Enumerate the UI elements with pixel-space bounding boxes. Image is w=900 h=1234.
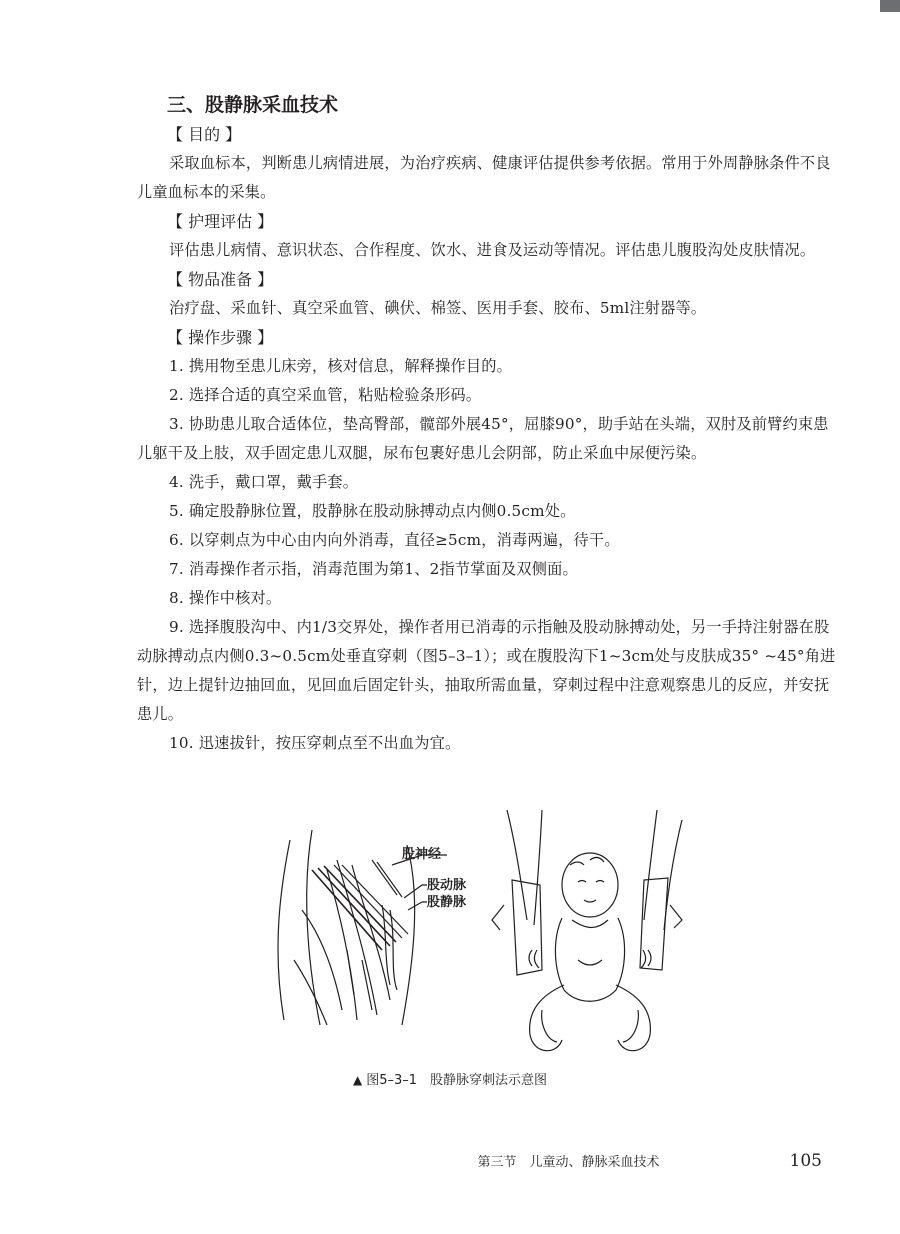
page-content	[137, 90, 837, 758]
steps-heading: 【 操作步骤 】	[167, 328, 274, 347]
step-item: 4. 洗手，戴口罩，戴手套。	[169, 473, 359, 491]
supplies-heading: 【 物品准备 】	[167, 270, 274, 289]
assessment-heading: 【 护理评估 】	[167, 212, 274, 231]
section-title: 三、股静脉采血技术	[167, 94, 339, 116]
figure-caption	[0, 1069, 900, 1088]
figure-illustration	[272, 810, 692, 1065]
triangle-icon: ▲	[352, 1073, 363, 1087]
assessment-text: 评估患儿病情、意识状态、合作程度、饮水、进食及运动等情况。评估患儿腹股沟处皮肤情况。	[169, 241, 816, 259]
step-item: 8. 操作中核对。	[169, 589, 282, 607]
step-item: 3. 协助患儿取合适体位，垫高臀部，髋部外展45°，屈膝90°，助手站在头端，双肘及前臂约束患儿躯干及上肢，双手固定患儿双腿，尿布包裹好患儿会阴部，防止采血中尿便污染。	[137, 415, 829, 462]
figure-caption-text: 图5–3–1 股静脉穿刺法示意图	[366, 1073, 548, 1088]
step-item: 9. 选择腹股沟中、内1/3交界处，操作者用已消毒的示指触及股动脉搏动处，另一手持注射器在股动脉搏动点内侧0.3~0.5cm处垂直穿刺（图5–3–1）；或在腹股沟下1~3cm处与皮肤成35° ~45°角进针，边上提针边抽回血，见回血后固定针头，抽取所需血量，穿刺过程中注意观察患儿的反应，并安抚患儿。	[137, 618, 836, 723]
step-item: 6. 以穿刺点为中心由内向外消毒，直径≥5cm，消毒两遍，待干。	[169, 531, 620, 549]
step-item: 5. 确定股静脉位置，股静脉在股动脉搏动点内侧0.5cm处。	[169, 502, 576, 520]
femoral-vein-puncture-figure	[272, 810, 692, 1065]
step-item: 10. 迅速拔针，按压穿刺点至不出血为宜。	[169, 734, 461, 752]
footer-section-title: 第三节 儿童动、静脉采血技术	[477, 1155, 660, 1170]
vein-label: 股静脉	[427, 895, 467, 910]
step-item: 7. 消毒操作者示指，消毒范围为第1、2指节掌面及双侧面。	[169, 560, 578, 578]
artery-label: 股动脉	[427, 878, 467, 893]
infant-positioning-drawing	[492, 810, 682, 1051]
supplies-text: 治疗盘、采血针、真空采血管、碘伏、棉签、医用手套、胶布、5ml注射器等。	[169, 299, 707, 317]
purpose-heading: 【 目的 】	[167, 125, 242, 144]
page-footer	[478, 1150, 822, 1172]
purpose-text: 采取血标本，判断患儿病情进展，为治疗疾病、健康评估提供参考依据。常用于外周静脉条件不良儿童血标本的采集。	[137, 154, 831, 201]
step-item: 2. 选择合适的真空采血管，粘贴检验条形码。	[169, 386, 482, 404]
nerve-label: 股神经	[402, 847, 442, 862]
page-number: 105	[789, 1151, 822, 1171]
step-item: 1. 携用物至患儿床旁，核对信息，解释操作目的。	[169, 357, 513, 375]
page-corner-tab	[880, 0, 900, 12]
